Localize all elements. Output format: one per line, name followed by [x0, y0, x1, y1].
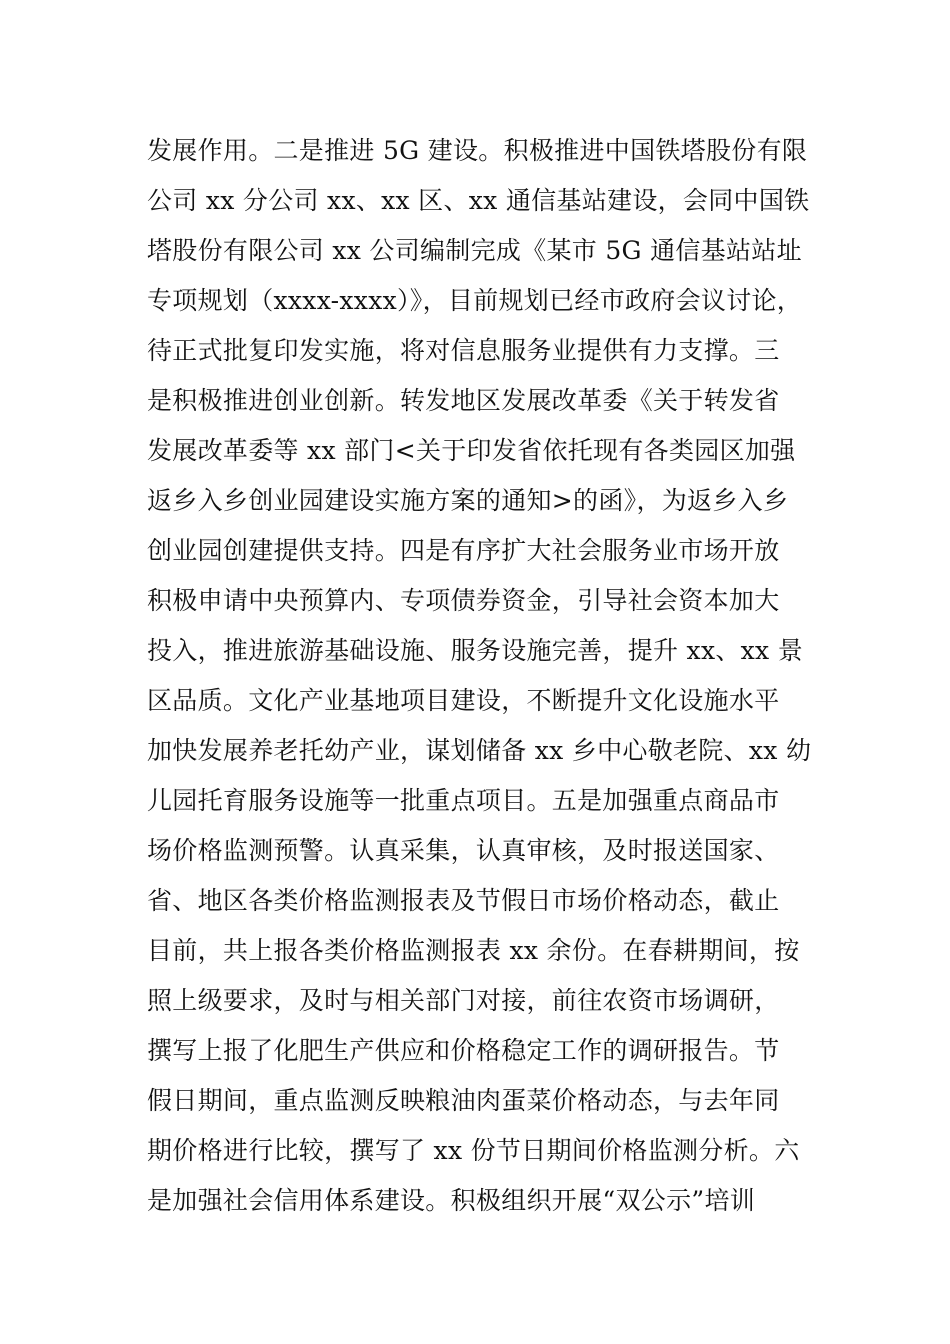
text-line: 积极申请中央预算内、专项债券资金，引导社会资本加大	[147, 586, 780, 615]
text-line: 撰写上报了化肥生产供应和价格稳定工作的调研报告。节	[147, 1036, 780, 1065]
text-line: 待正式批复印发实施，将对信息服务业提供有力支撑。三	[147, 336, 780, 365]
text-line: 是积极推进创业创新。转发地区发展改革委《关于转发省	[147, 386, 780, 415]
text-line: 假日期间，重点监测反映粮油肉蛋菜价格动态，与去年同	[147, 1086, 780, 1115]
text-line: 专项规划（xxxx-xxxx）》，目前规划已经市政府会议讨论，	[147, 286, 803, 315]
text-line: 发展改革委等 xx 部门<关于印发省依托现有各类园区加强	[147, 436, 796, 465]
text-line: 发展作用。二是推进 5G 建设。积极推进中国铁塔股份有限	[147, 136, 808, 165]
text-line: 场价格监测预警。认真采集，认真审核，及时报送国家、	[147, 836, 780, 865]
text-line: 期价格进行比较，撰写了 xx 份节日期间价格监测分析。六	[147, 1136, 800, 1165]
text-line: 照上级要求，及时与相关部门对接，前往农资市场调研，	[147, 986, 780, 1015]
text-line: 是加强社会信用体系建设。积极组织开展“双公示”培训	[147, 1186, 756, 1215]
text-line: 省、地区各类价格监测报表及节假日市场价格动态，截止	[147, 886, 780, 915]
text-line: 目前，共上报各类价格监测报表 xx 余份。在春耕期间，按	[147, 936, 800, 965]
text-line: 返乡入乡创业园建设实施方案的通知>的函》，为返乡入乡	[147, 486, 789, 515]
text-line: 公司 xx 分公司 xx、xx 区、xx 通信基站建设，会同中国铁	[147, 186, 810, 215]
text-line: 创业园创建提供支持。四是有序扩大社会服务业市场开放	[147, 536, 780, 565]
text-line: 区品质。文化产业基地项目建设，不断提升文化设施水平	[147, 686, 780, 715]
text-line: 投入，推进旅游基础设施、服务设施完善，提升 xx、xx 景	[147, 636, 803, 665]
text-line: 儿园托育服务设施等一批重点项目。五是加强重点商品市	[147, 786, 780, 815]
text-line: 塔股份有限公司 xx 公司编制完成《某市 5G 通信基站站址	[147, 236, 802, 265]
text-line: 加快发展养老托幼产业，谋划储备 xx 乡中心敬老院、xx 幼	[147, 736, 812, 765]
